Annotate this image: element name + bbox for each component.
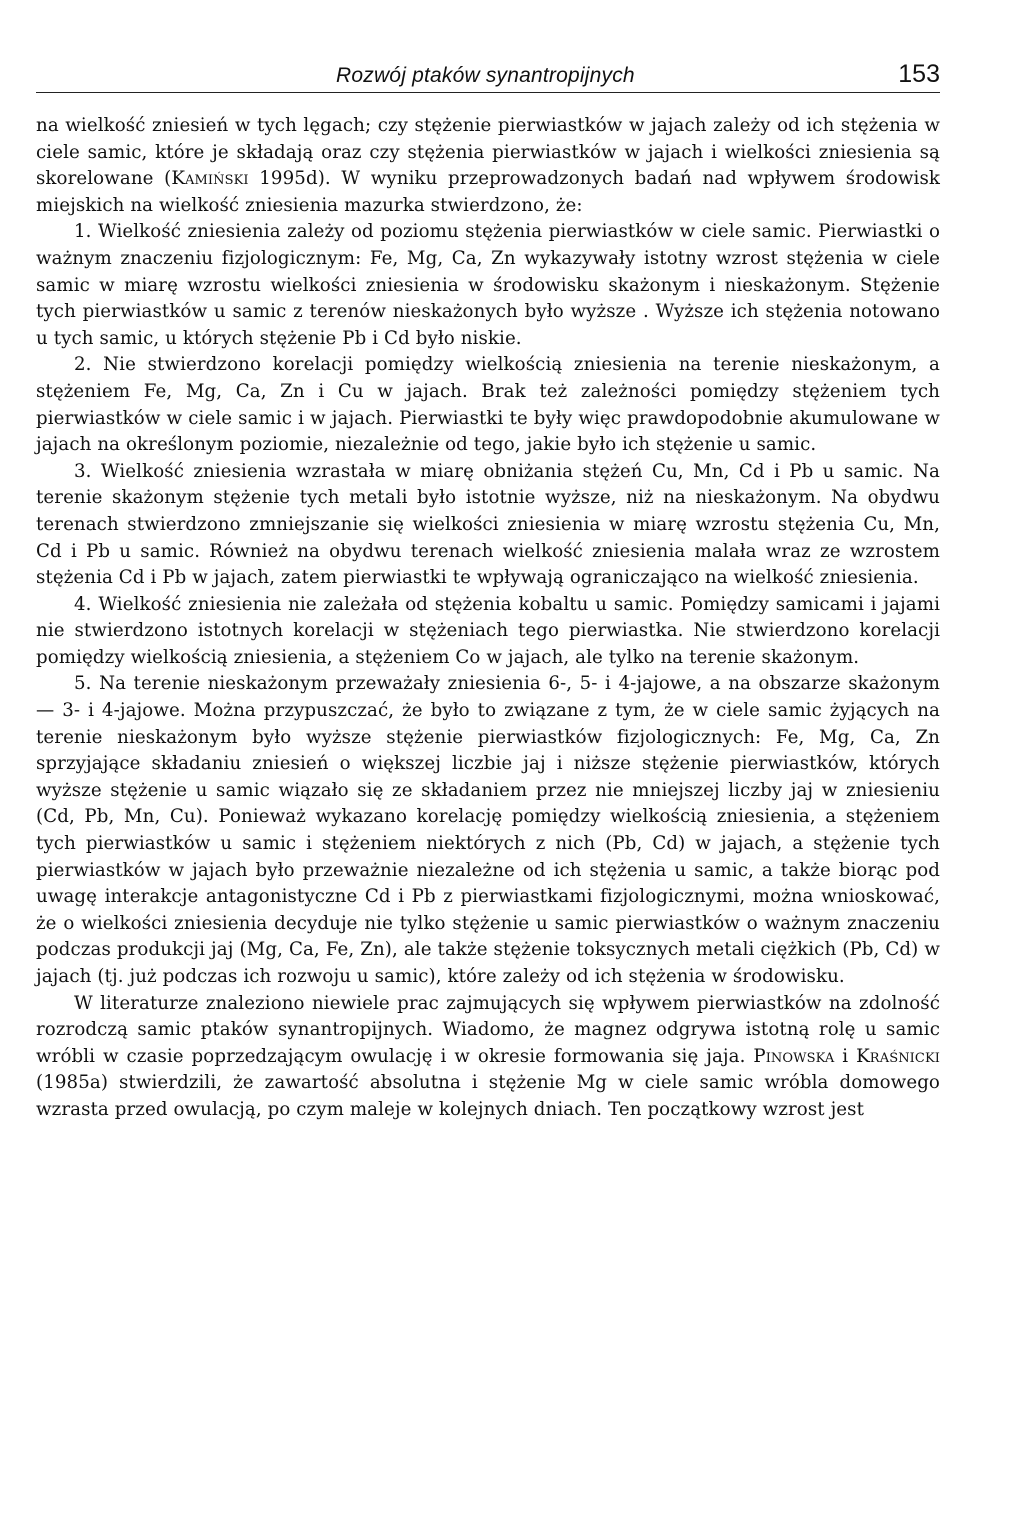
body-text <box>36 113 940 1124</box>
intro-text: na wielkość zniesień w tych lęgach; czy stężenie pierwiastków w jajach zależy od ich stężenia w ciele samic, które je składają oraz czy stężenia pierwiastków w jajach i wielkości zniesienia są skorelowane ( <box>36 115 940 190</box>
literature-text: W literaturze znaleziono niewiele prac zajmujących się wpływem pierwiastków na zdolność rozrodczą samic ptaków synantropijnych. Wiadomo, że magnez odgrywa istotną rolę u samic wróbli w czasie poprzedzającym owulację i w okresie formowania się jaja. <box>36 992 940 1067</box>
running-header <box>36 58 940 93</box>
intro-text-continued: 1995d). W wyniku przeprowadzonych badań nad wpływem środowisk miejskich na wielkość zniesienia mazurka stwierdzono, że: <box>36 168 941 216</box>
citation-author-krasnicki: Kraśnicki <box>856 1045 940 1067</box>
running-title: Rozwój ptaków synantropijnych <box>336 64 635 87</box>
literature-text-continued: (1985a) stwierdzili, że zawartość absolutna i stężenie Mg w ciele samic wróbla domowego wzrasta przed owulacją, po czym maleje w kolejnych dniach. Ten początkowy wzrost jest <box>36 1072 940 1120</box>
intro-paragraph <box>36 113 940 219</box>
citation-conjunction: i <box>834 1045 857 1067</box>
page-number: 153 <box>898 60 940 88</box>
finding-2-paragraph: 2. Nie stwierdzono korelacji pomiędzy wielkością zniesienia na terenie nieskażonym, a stężeniem Fe, Mg, Ca, Zn i Cu w jajach. Brak też zależności pomiędzy stężeniem tych pierwiastków w ciele samic i w jajach. Pierwiastki te były więc prawdopodobnie akumulowane w jajach na określonym poziomie, niezależnie od tego, jakie było ich stężenie u samic. <box>36 354 940 456</box>
literature-paragraph <box>36 991 940 1124</box>
citation-author-pinowska: Pinowska <box>753 1045 835 1067</box>
finding-1-paragraph: 1. Wielkość zniesienia zależy od poziomu stężenia pierwiastków w ciele samic. Pierwiastki o ważnym znaczeniu fizjologicznym: Fe, Mg, Ca, Zn wykazywały istotny wzrost stężenia w ciele samic w miarę wzrostu wielkości zniesienia w środowisku skażonym i nieskażonym. Stężenie tych pierwiastków u samic z terenów nieskażonych było wyższe . Wyższe ich stężenia notowano u tych samic, u których stężenie Pb i Cd było niskie. <box>36 221 940 349</box>
finding-3-paragraph: 3. Wielkość zniesienia wzrastała w miarę obniżania stężeń Cu, Mn, Cd i Pb u samic. Na terenie skażonym stężenie tych metali było istotnie wyższe, niż na nieskażonym. Na obydwu terenach stwierdzono zmniejszanie się wielkości zniesienia w miarę wzrostu stężenia Cu, Mn, Cd i Pb u samic. Również na obydwu terenach wielkość zniesienia malała wraz ze wzrostem stężenia Cd i Pb w jajach, zatem pierwiastki te wpływają ograniczająco na wielkość zniesienia. <box>36 460 940 589</box>
citation-author: Kamiński <box>171 168 249 190</box>
finding-4-paragraph: 4. Wielkość zniesienia nie zależała od stężenia kobaltu u samic. Pomiędzy samicami i jajami nie stwierdzono istotnych korelacji w stężeniach tego pierwiastka. Nie stwierdzono korelacji pomiędzy wielkością zniesienia, a stężeniem Co w jajach, ale tylko na terenie skażonym. <box>36 593 940 668</box>
finding-5-paragraph: 5. Na terenie nieskażonym przeważały zniesienia 6-, 5- i 4-jajowe, a na obszarze skażonym — 3- i 4-jajowe. Można przypuszczać, że było to związane z tym, że w ciele samic żyjących na terenie nieskażonym było wyższe stężenie pierwiastków fizjologicznych: Fe, Mg, Ca, Zn sprzyjające składaniu zniesień o większej liczbie jaj i niższe stężenie pierwiastków, których wyższe stężenie u samic wiązało się ze składaniem przez nie mniejszej liczby jaj w zniesieniu (Cd, Pb, Mn, Cu). Ponieważ wykazano korelację pomiędzy wielkością zniesienia, a stężeniem tych pierwiastków u samic i stężeniem niektórych z nich (Pb, Cd) w jajach, a stężenie tych pierwiastków w jajach było przeważnie niezależne od ich stężenia u samic, a także biorąc pod uwagę interakcje antagonistyczne Cd i Pb z pierwiastkami fizjologicznymi, można wnioskować, że o wielkości zniesienia decyduje nie tylko stężenie u samic pierwiastków o ważnym znaczeniu podczas produkcji jaj (Mg, Ca, Fe, Zn), ale także stężenie toksycznych metali ciężkich (Pb, Cd) w jajach (tj. już podczas ich rozwoju u samic), które zależy od ich stężenia w środowisku. <box>36 673 940 987</box>
